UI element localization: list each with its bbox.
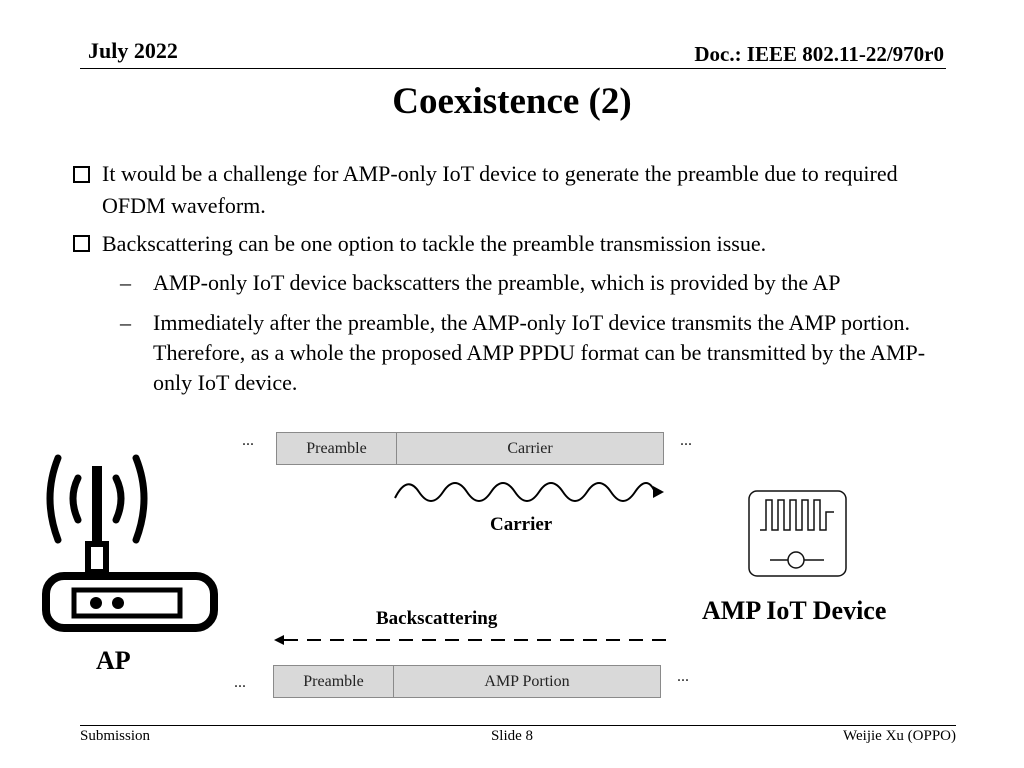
bullet-2: Backscattering can be one option to tackle the preamble transmission issue.	[102, 231, 767, 256]
sub-bullet-dash: –	[120, 310, 131, 335]
backscattering-label: Backscattering	[376, 608, 498, 629]
ellipsis-top-left: ...	[242, 432, 254, 449]
sub-bullet-dash: –	[120, 270, 131, 295]
bullet-checkbox-icon	[73, 235, 90, 252]
bottom-frame-preamble: Preamble	[273, 665, 394, 698]
sub-bullet-2: Immediately after the preamble, the AMP-only IoT device transmits the AMP portion. Therefore, as a whole the proposed AMP PPDU format can be transmitted by the AMP-only IoT device.	[153, 310, 926, 395]
header-divider	[80, 68, 946, 69]
carrier-label: Carrier	[490, 514, 553, 535]
bottom-frame-amp-portion: AMP Portion	[393, 665, 661, 698]
footer-author: Weijie Xu (OPPO)	[843, 728, 956, 744]
bullet-checkbox-icon	[73, 166, 90, 183]
backscatter-arrow-icon	[270, 632, 680, 648]
footer-divider	[80, 725, 956, 726]
footer-slide-number: Slide 8	[490, 728, 534, 744]
sub-bullet-1: AMP-only IoT device backscatters the preamble, which is provided by the AP	[153, 270, 841, 295]
slide-title: Coexistence (2)	[392, 81, 632, 122]
ellipsis-bottom-left: ...	[234, 674, 246, 691]
ellipsis-top-right: ...	[680, 432, 692, 449]
top-frame-carrier: Carrier	[396, 432, 664, 465]
amp-iot-device-label: AMP IoT Device	[702, 596, 887, 625]
ellipsis-bottom-right: ...	[677, 668, 689, 685]
footer-submission: Submission	[80, 728, 151, 744]
bullet-1: It would be a challenge for AMP-only IoT device to generate the preamble due to required OFDM waveform.	[102, 161, 898, 218]
header-doc-id: Doc.: IEEE 802.11-22/970r0	[694, 42, 944, 66]
ap-router-icon	[40, 448, 230, 638]
top-frame-preamble: Preamble	[276, 432, 397, 465]
ap-label: AP	[96, 646, 131, 675]
header-date: July 2022	[88, 38, 178, 63]
amp-iot-device-icon	[748, 490, 848, 578]
carrier-wave-icon	[390, 470, 670, 515]
